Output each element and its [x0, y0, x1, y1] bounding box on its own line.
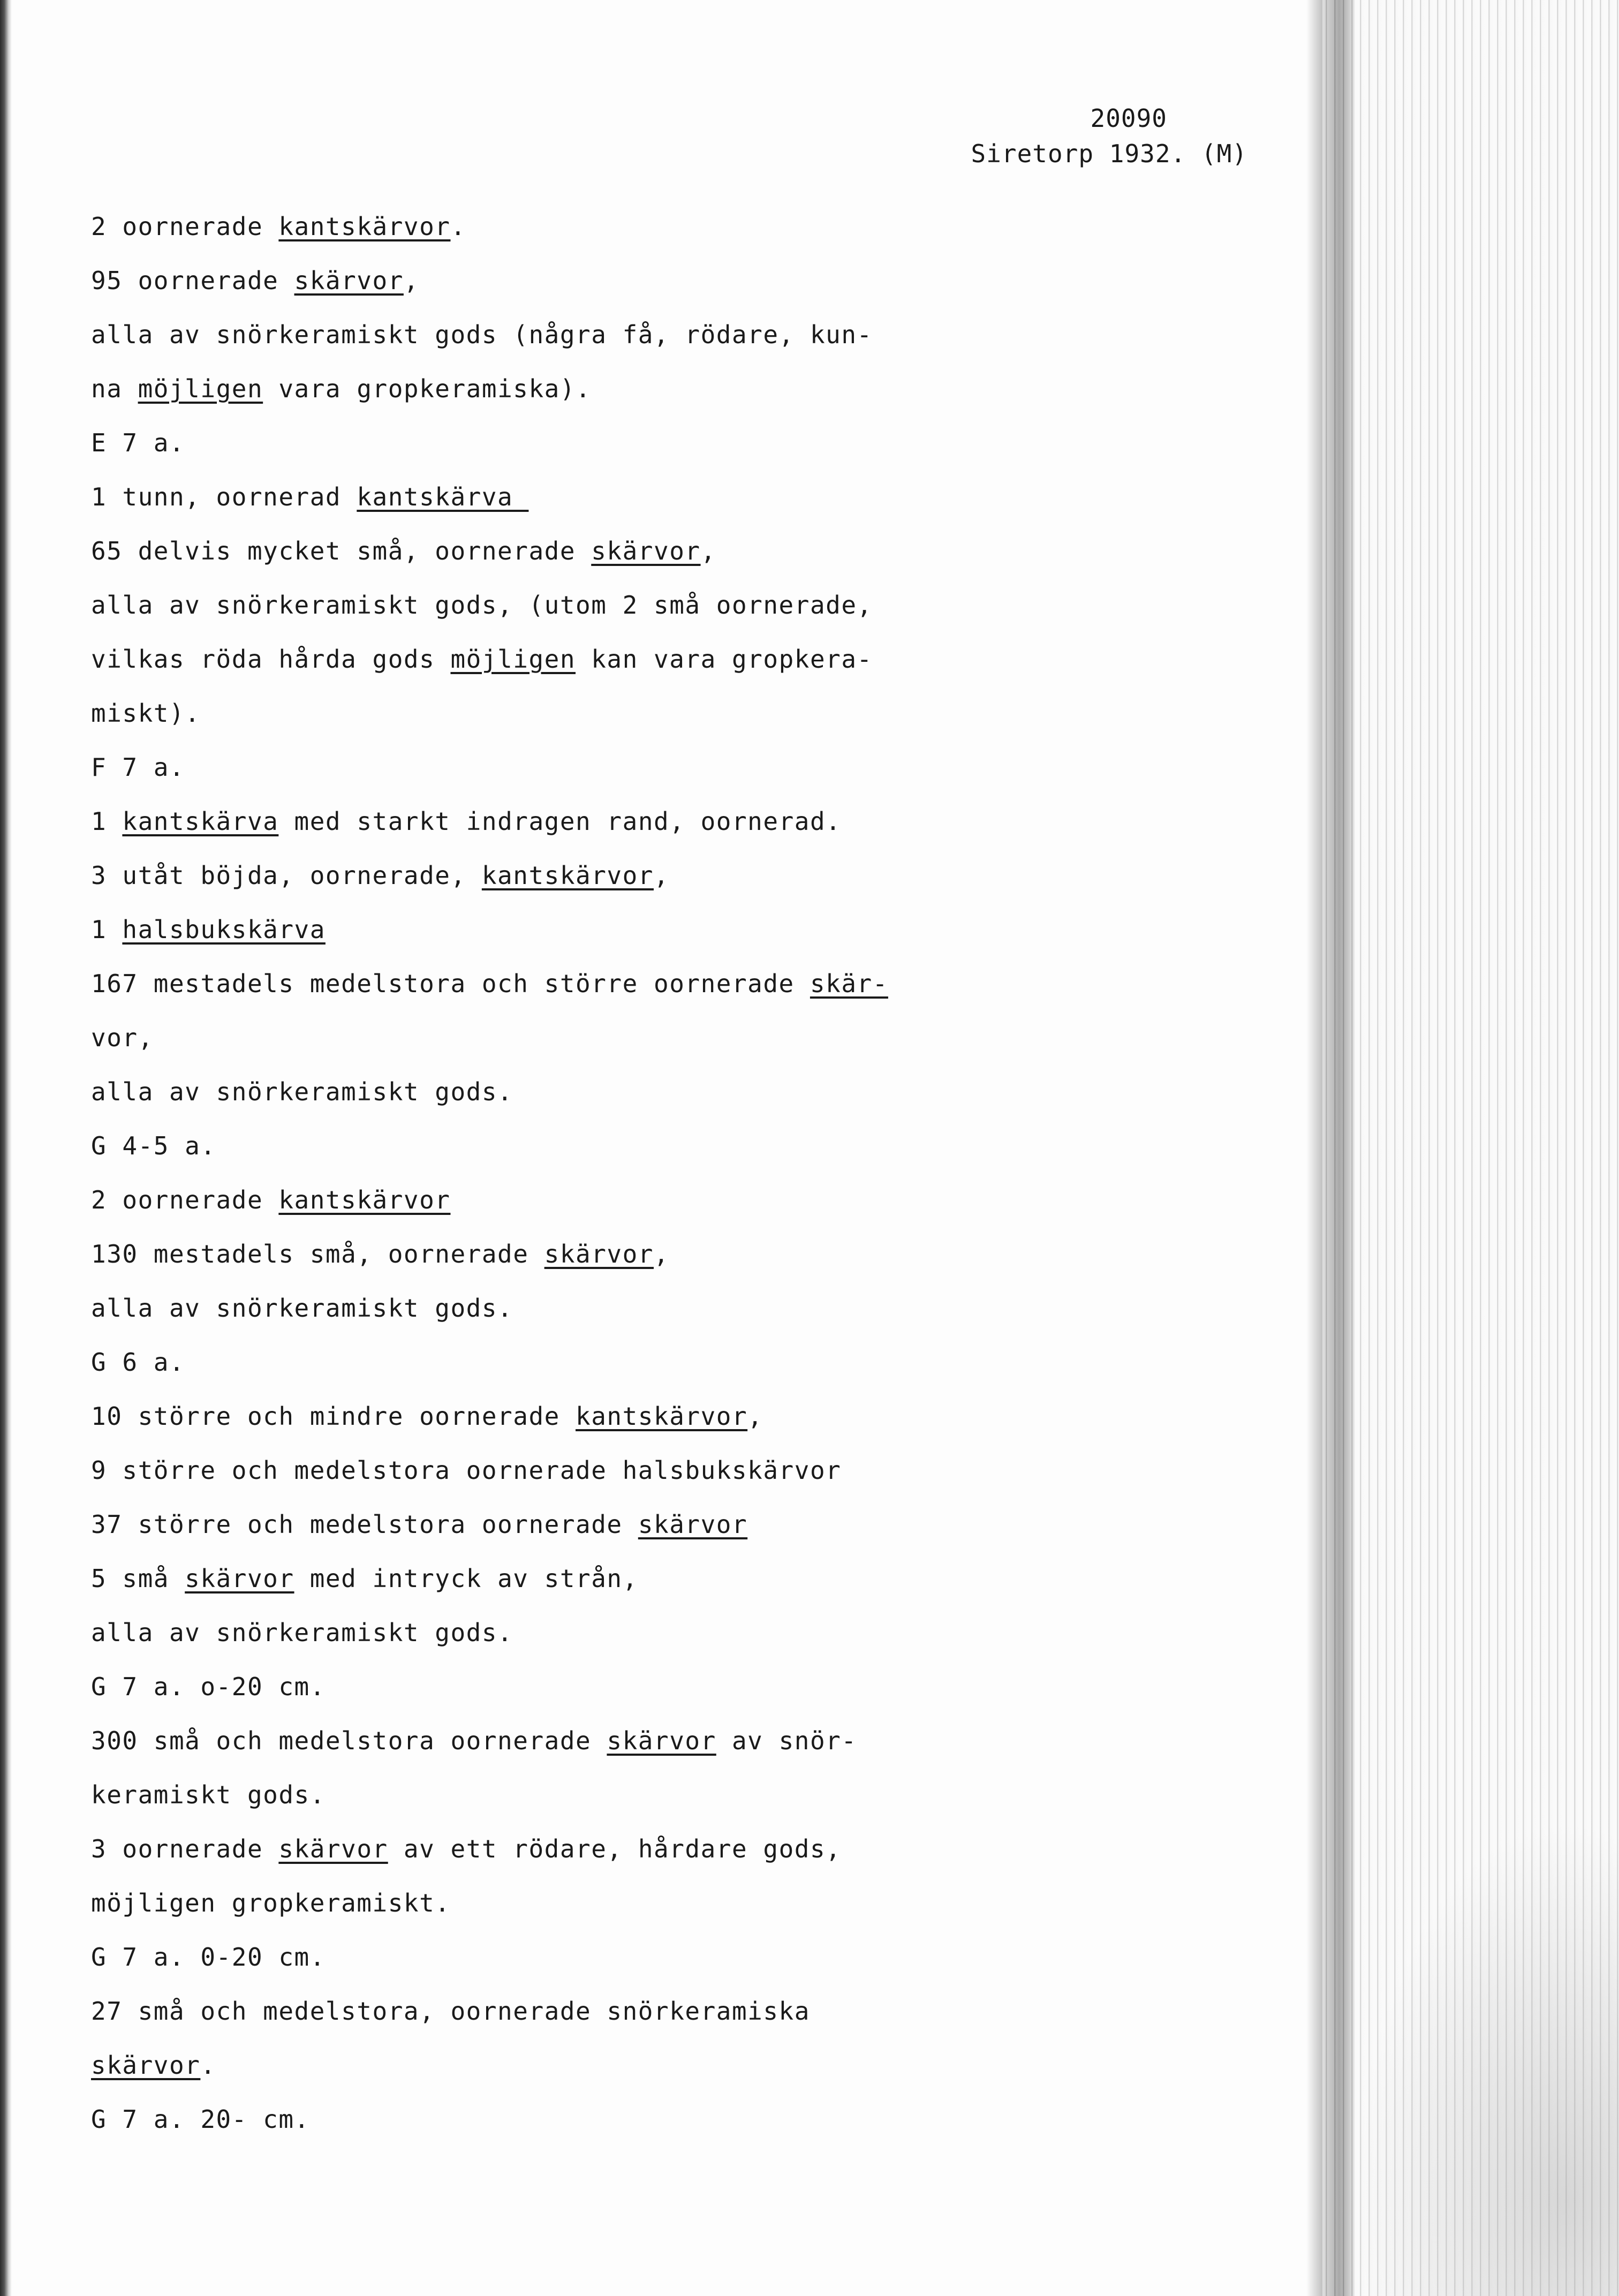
text-line [91, 1452, 948, 1506]
text-segment: av ett rödare, hårdare gods, [388, 1834, 842, 1863]
underlined-word: skär- [810, 969, 888, 998]
text-line [91, 316, 948, 370]
text-line [91, 532, 948, 586]
text-segment: G 7 a. o-20 cm. [91, 1672, 326, 1701]
underlined-word: skärvor [638, 1510, 748, 1539]
text-line [91, 1992, 948, 2046]
text-segment: 1 [91, 807, 123, 836]
text-segment: 1 [91, 915, 123, 944]
text-segment: , [747, 1402, 763, 1431]
text-segment: 95 oornerade [91, 266, 294, 295]
text-segment: , [403, 266, 420, 295]
text-segment: 167 mestadels medelstora och större oornerade [91, 969, 810, 998]
underlined-word: kantskärvor [278, 212, 451, 241]
text-line [91, 1073, 948, 1127]
text-segment: . [450, 212, 466, 241]
underlined-word: kantskärvor [481, 861, 654, 890]
text-segment: alla av snörkeramiskt gods (några få, rödare, kun- [91, 320, 873, 349]
text-line [91, 2046, 948, 2101]
text-line [91, 1668, 948, 1722]
text-segment: na [91, 374, 138, 403]
text-segment: 65 delvis mycket små, oornerade [91, 537, 592, 565]
text-line [91, 749, 948, 803]
text-segment: E 7 a. [91, 428, 185, 457]
text-line [91, 1127, 948, 1181]
text-line [91, 1235, 948, 1289]
text-segment: 3 oornerade [91, 1834, 279, 1863]
text-segment: 10 större och mindre oornerade [91, 1402, 576, 1431]
text-segment: alla av snörkeramiskt gods. [91, 1077, 513, 1106]
text-segment: alla av snörkeramiskt gods, (utom 2 små oornerade, [91, 591, 873, 620]
text-segment: keramiskt gods. [91, 1780, 326, 1809]
underlined-word: kantskärva [122, 807, 279, 836]
text-segment: . [200, 2051, 216, 2080]
text-segment: 5 små [91, 1564, 185, 1593]
underlined-word: skärvor [607, 1726, 716, 1755]
binding-edge [0, 0, 12, 2296]
text-line [91, 1181, 948, 1235]
underlined-word: skärvor [185, 1564, 294, 1593]
underlined-word: möjligen [450, 645, 576, 674]
text-line [91, 1019, 948, 1073]
text-segment: av snör- [716, 1726, 857, 1755]
text-line [91, 1722, 948, 1776]
text-line [91, 586, 948, 640]
text-line [91, 857, 948, 911]
text-line [91, 478, 948, 532]
underlined-word: kantskärvor [278, 1185, 451, 1214]
text-line [91, 640, 948, 694]
scan-smudge [1355, 1821, 1619, 2296]
text-segment: G 6 a. [91, 1348, 185, 1377]
text-segment: 130 mestadels små, oornerade [91, 1240, 544, 1268]
text-line [91, 370, 948, 424]
document-body [91, 208, 948, 2155]
underlined-word: kantskärva [357, 482, 529, 511]
underlined-word: möjligen [138, 374, 263, 403]
text-line [91, 1830, 948, 1884]
text-line [91, 208, 948, 262]
text-segment: 300 små och medelstora oornerade [91, 1726, 607, 1755]
text-segment: med starkt indragen rand, oornerad. [278, 807, 842, 836]
text-segment: vor, [91, 1023, 154, 1052]
text-segment: 27 små och medelstora, oornerade snörkeramiska [91, 1997, 810, 2026]
text-line [91, 1506, 948, 1560]
text-line [91, 694, 948, 749]
text-segment: 37 större och medelstora oornerade [91, 1510, 638, 1539]
text-segment: 9 större och medelstora oornerade halsbukskärvor [91, 1456, 842, 1485]
text-line [91, 262, 948, 316]
text-line [91, 911, 948, 965]
text-segment: 2 oornerade [91, 212, 279, 241]
site-and-year: Siretorp 1932. (M) [971, 139, 1247, 168]
text-segment: F 7 a. [91, 753, 185, 782]
text-segment: 1 tunn, oornerad [91, 482, 357, 511]
text-line [91, 1884, 948, 1938]
document-number: 20090 [1090, 104, 1167, 133]
underlined-word: skärvor [91, 2051, 201, 2080]
text-segment: , [654, 1240, 670, 1268]
text-line [91, 1398, 948, 1452]
text-line [91, 965, 948, 1019]
text-segment: alla av snörkeramiskt gods. [91, 1618, 513, 1647]
text-line [91, 424, 948, 478]
text-line [91, 803, 948, 857]
underlined-word: skärvor [591, 537, 701, 565]
text-segment: vilkas röda hårda gods [91, 645, 451, 674]
text-line [91, 1560, 948, 1614]
underlined-word: skärvor [278, 1834, 388, 1863]
text-segment: miskt). [91, 699, 201, 728]
text-line [91, 1289, 948, 1343]
text-segment: G 7 a. 20- cm. [91, 2105, 310, 2134]
text-segment: vara gropkeramiska). [263, 374, 592, 403]
text-line [91, 1343, 948, 1398]
text-line [91, 1776, 948, 1830]
text-segment: , [654, 861, 670, 890]
text-segment: kan vara gropkera- [576, 645, 873, 674]
text-line [91, 1614, 948, 1668]
text-line [91, 1938, 948, 1992]
underlined-word: skärvor [544, 1240, 654, 1268]
text-line [91, 2101, 948, 2155]
text-segment: , [700, 537, 716, 565]
text-segment: alla av snörkeramiskt gods. [91, 1294, 513, 1323]
text-segment: 3 utåt böjda, oornerade, [91, 861, 482, 890]
text-segment: 2 oornerade [91, 1185, 279, 1214]
underlined-word: skärvor [294, 266, 404, 295]
page-header [948, 101, 1247, 171]
text-segment: G 4-5 a. [91, 1131, 216, 1160]
text-segment: G 7 a. 0-20 cm. [91, 1943, 326, 1972]
underlined-word: kantskärvor [576, 1402, 748, 1431]
text-segment: med intryck av strån, [294, 1564, 638, 1593]
text-segment: möjligen gropkeramiskt. [91, 1889, 451, 1917]
underlined-word: halsbukskärva [122, 915, 326, 944]
